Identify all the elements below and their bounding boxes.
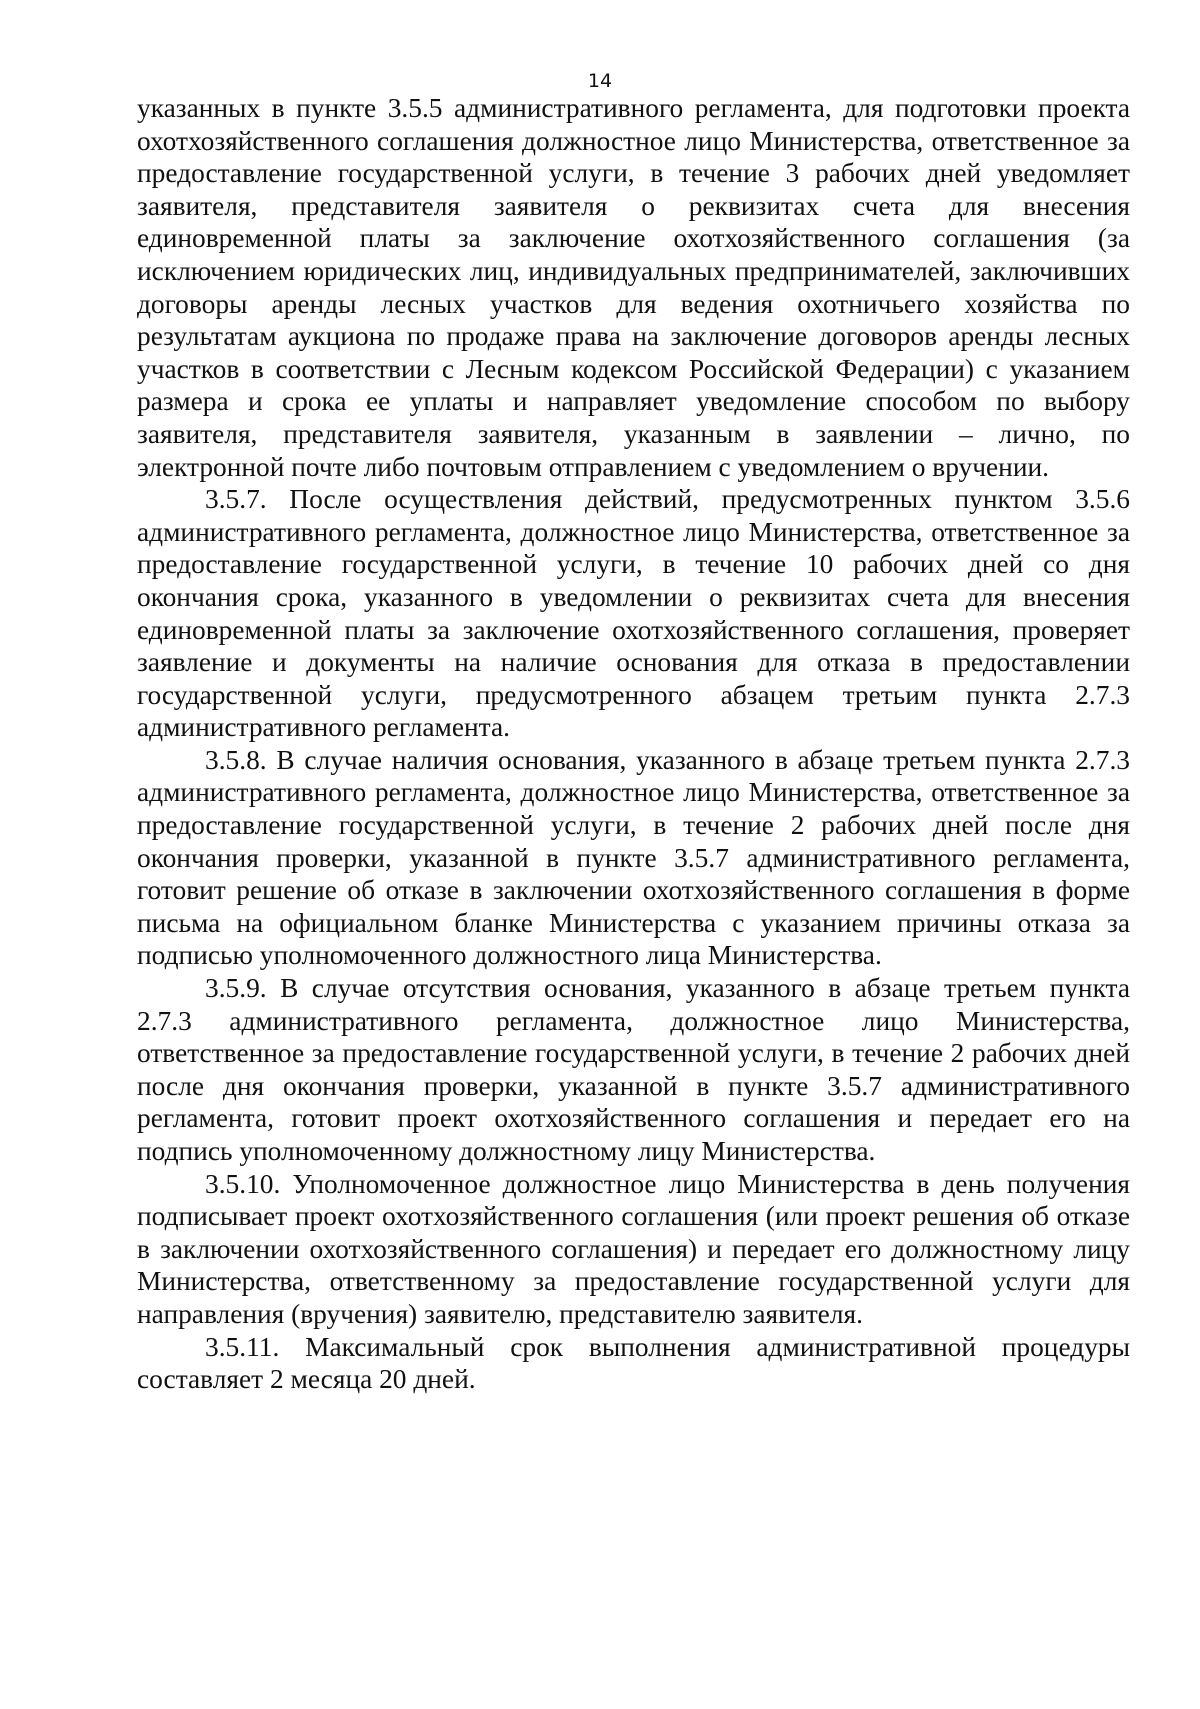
paragraph-3-5-9: 3.5.9. В случае отсутствия основания, указанного в абзаце третьем пункта 2.7.3 административного регламента, должностное лицо Министерства, ответственное за предоставление государственной услуги, в течение 2 рабочих дней после дня окончания проверки, указанной в пункте 3.5.7 административного регламента, готовит проект охотхозяйственного соглашения и передает его на подпись уполномоченному должностному лицу Министерства.: [137, 973, 1130, 1166]
paragraph-3-5-8: 3.5.8. В случае наличия основания, указанного в абзаце третьем пункта 2.7.3 административного регламента, должностное лицо Министерства, ответственное за предоставление государственной услуги, в течение 2 рабочих дней после дня окончания проверки, указанной в пункте 3.5.7 административного регламента, готовит решение об отказе в заключении охотхозяйственного соглашения в форме письма на официальном бланке Министерства с указанием причины отказа за подписью уполномоченного должностного лица Министерства.: [137, 744, 1130, 971]
paragraph-3-5-10: 3.5.10. Уполномоченное должностное лицо Министерства в день получения подписывает проект охотхозяйственного соглашения (или проект решения об отказе в заключении охотхозяйственного соглашения) и передает его должностному лицу Министерства, ответственному за предоставление государственной услуги для направления (вручения) заявителю, представителю заявителя.: [137, 1168, 1130, 1329]
page-number: 14: [587, 70, 613, 92]
paragraph-3-5-7: 3.5.7. После осуществления действий, предусмотренных пунктом 3.5.6 административного регламента, должностное лицо Министерства, ответственное за предоставление государственной услуги, в течение 10 рабочих дней со дня окончания срока, указанного в уведомлении о реквизитах счета для внесения единовременной платы за заключение охотхозяйственного соглашения, проверяет заявление и документы на наличие основания для отказа в предоставлении государственной услуги, предусмотренного абзацем третьим пункта 2.7.3 административного регламента.: [137, 484, 1130, 743]
document-body: [137, 92, 1130, 1396]
paragraph-continuation: указанных в пункте 3.5.5 административного регламента, для подготовки проекта охотхозяйственного соглашения должностное лицо Министерства, ответственное за предоставление государственной услуги, в течение 3 рабочих дней уведомляет заявителя, представителя заявителя о реквизитах счета для внесения единовременной платы за заключение охотхозяйственного соглашения (за исключением юридических лиц, индивидуальных предпринимателей, заключивших договоры аренды лесных участков для ведения охотничьего хозяйства по результатам аукциона по продаже права на заключение договоров аренды лесных участков в соответствии с Лесным кодексом Российской Федерации) с указанием размера и срока ее уплаты и направляет уведомление способом по выбору заявителя, представителя заявителя, указанным в заявлении – лично, по электронной почте либо почтовым отправлением с уведомлением о вручении.: [137, 93, 1130, 482]
paragraph-3-5-11: 3.5.11. Максимальный срок выполнения административной процедуры составляет 2 месяца 20 дней.: [137, 1331, 1130, 1395]
